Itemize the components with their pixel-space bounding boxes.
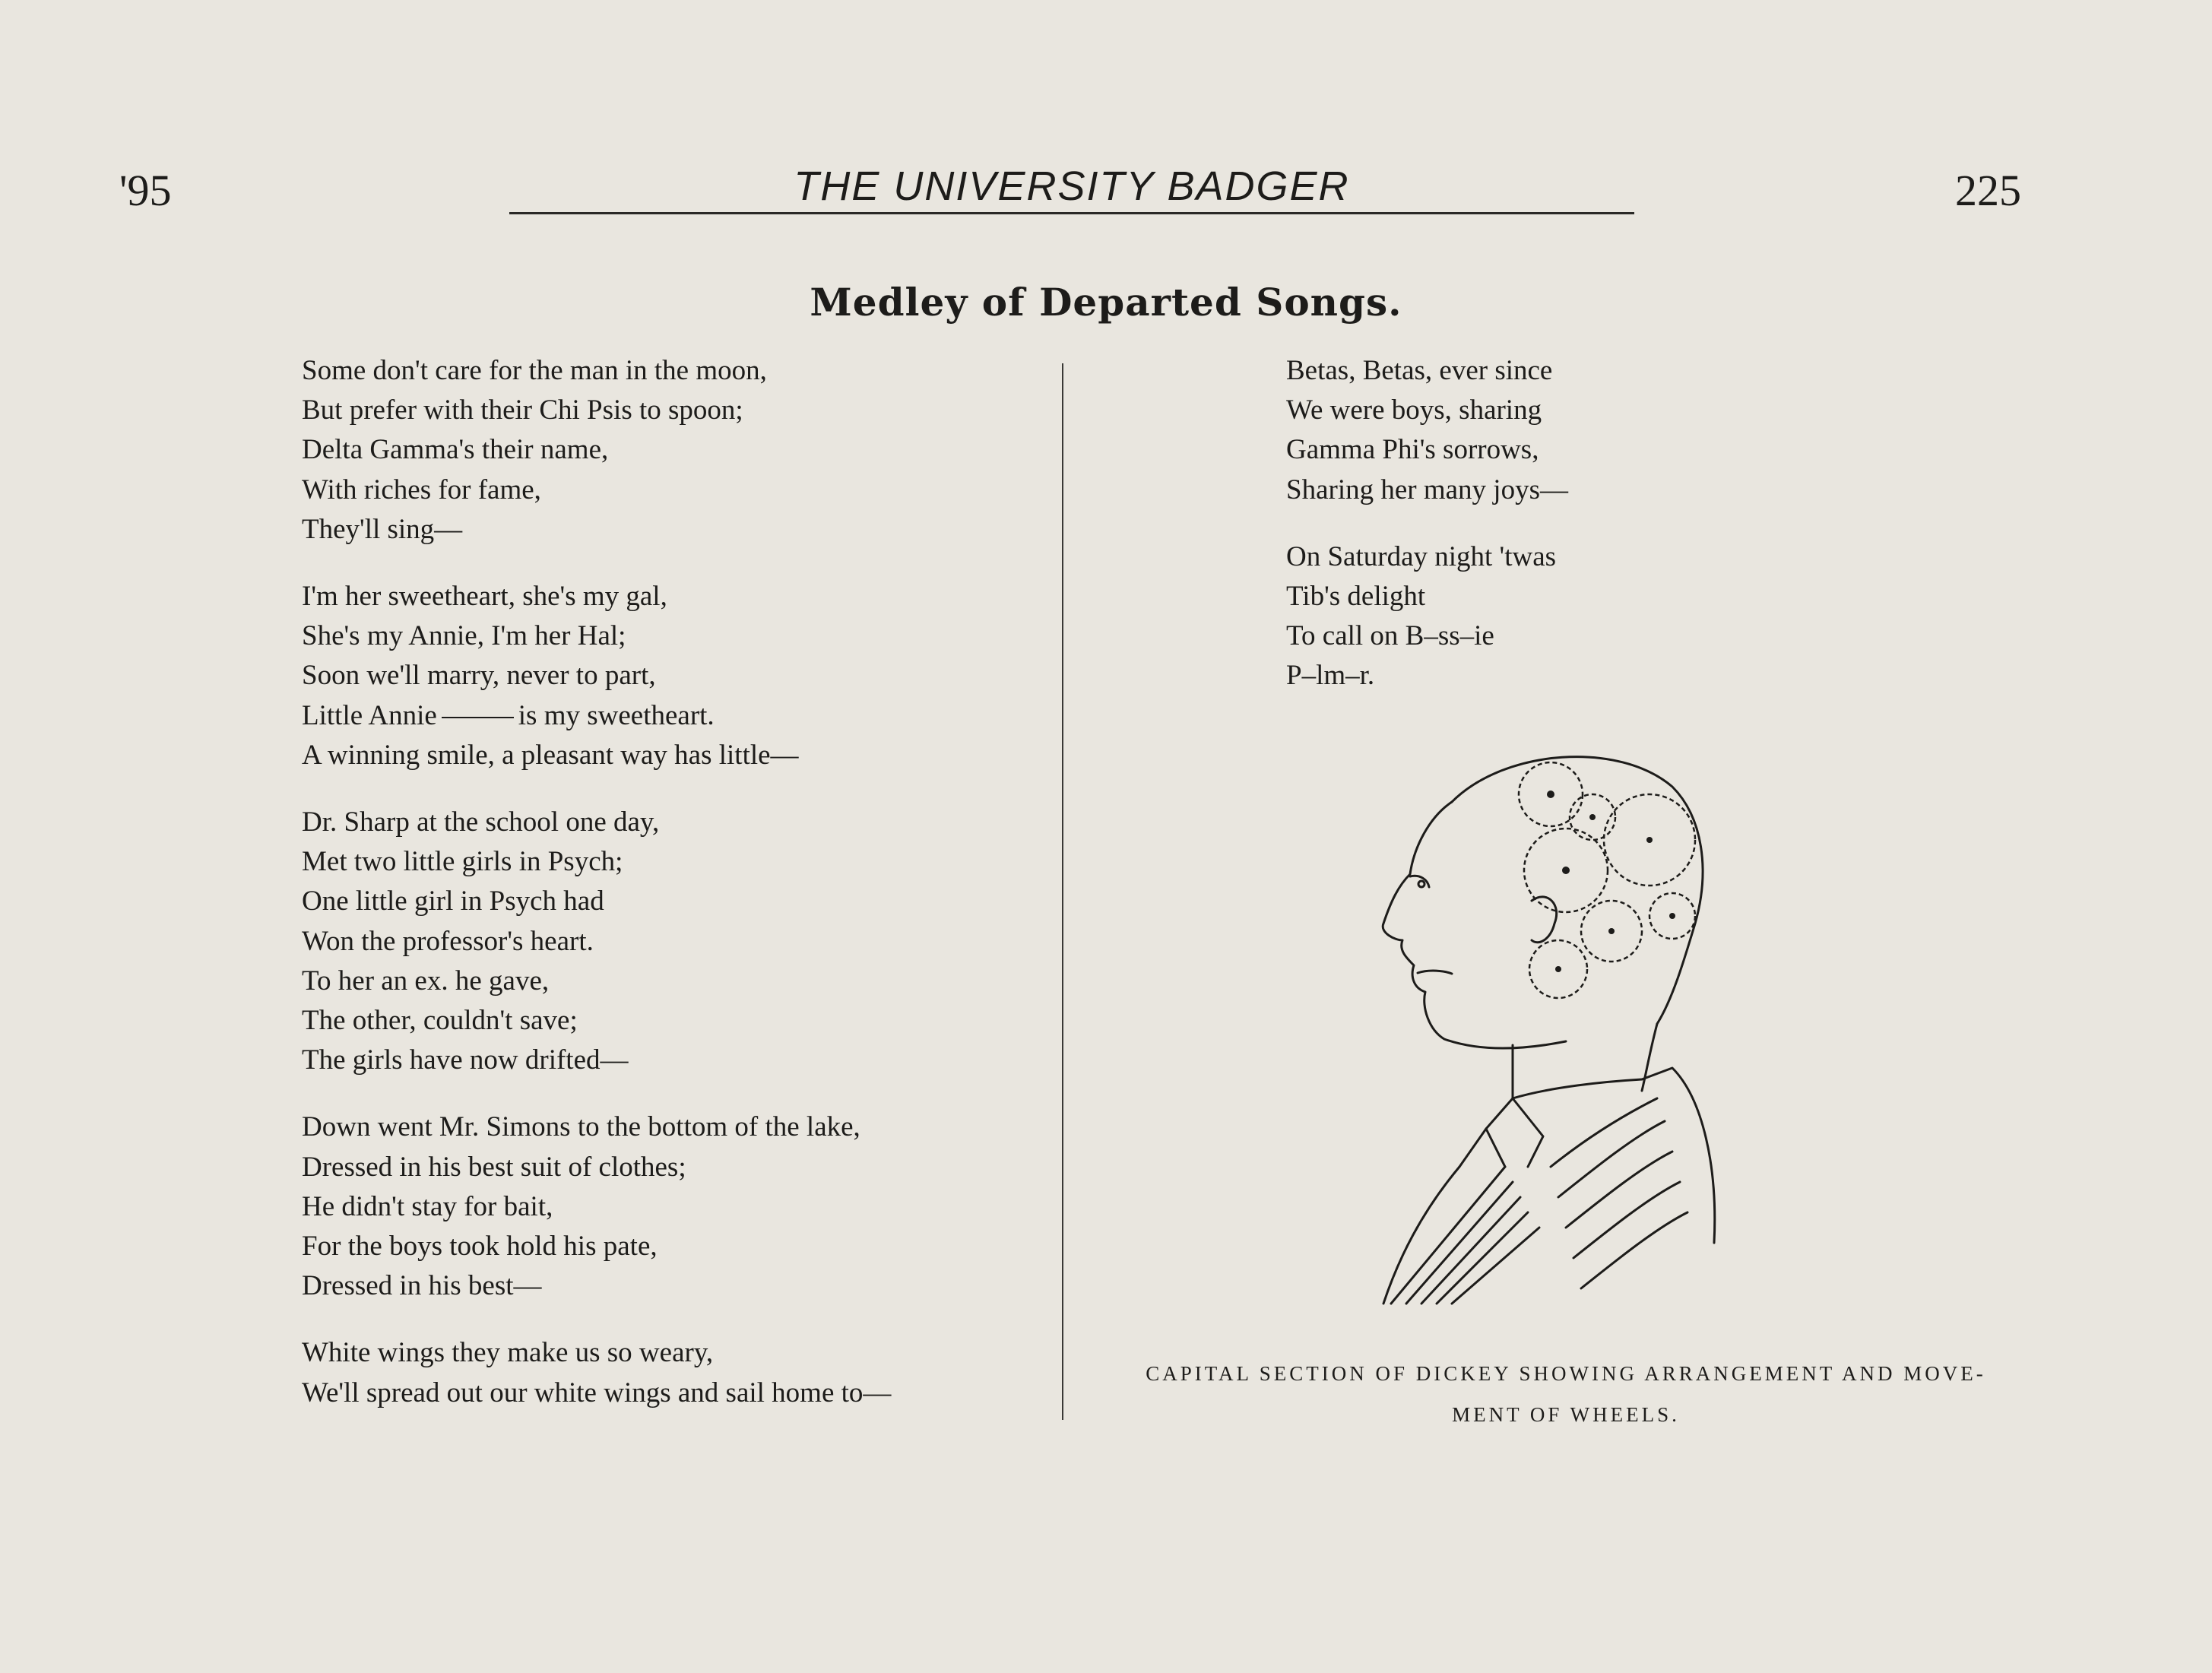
verse-line: Dressed in his best suit of clothes; (302, 1151, 686, 1183)
verse-line: Some don't care for the man in the moon, (302, 355, 767, 386)
verse-line: Sharing her many joys— (1286, 474, 1568, 505)
profile-with-gears-illustration (1338, 741, 1764, 1319)
verse-line: Dressed in his best— (302, 1270, 542, 1302)
stanza (1286, 351, 1818, 510)
stanza (302, 1333, 1062, 1412)
verse-line: To her an ex. he gave, (302, 965, 550, 997)
page-title: Medley of Departed Songs. (810, 280, 1402, 325)
verse-line: The other, couldn't save; (302, 1005, 578, 1037)
verse-line: P–lm–r. (1286, 660, 1375, 692)
running-title: THE UNIVERSITY BADGER (794, 163, 1350, 209)
verse-line: With riches for fame, (302, 474, 541, 505)
illustration-caption (1087, 1353, 2045, 1435)
verse-line: We'll spread out our white wings and sail home to— (302, 1377, 892, 1408)
stanza (302, 351, 1062, 550)
verse-line: She's my Annie, I'm her Hal; (302, 620, 626, 652)
stanza (302, 577, 1062, 775)
header-rule (509, 212, 1634, 214)
page-number: 225 (1955, 166, 2021, 215)
verse-line: For the boys took hold his pate, (302, 1231, 658, 1263)
verse-line: Gamma Phi's sorrows, (1286, 434, 1539, 466)
caption-line: CAPITAL SECTION OF DICKEY SHOWING ARRANGEMENT AND MOVE- (1146, 1362, 1986, 1385)
verse-line: Dr. Sharp at the school one day, (302, 806, 660, 838)
stanza (302, 1107, 1062, 1306)
column-divider (1062, 363, 1063, 1420)
verse-line: Tib's delight (1286, 581, 1426, 613)
verse-line: To call on B–ss–ie (1286, 620, 1494, 652)
stanza (1286, 537, 1818, 696)
caption-line: MENT OF WHEELS. (1452, 1403, 1680, 1426)
verse-line: Down went Mr. Simons to the bottom of the lake, (302, 1111, 860, 1143)
verse-line: Soon we'll marry, never to part, (302, 660, 656, 692)
name-blank (442, 717, 514, 718)
verse-line: Betas, Betas, ever since (1286, 355, 1553, 386)
year-label: '95 (119, 166, 172, 215)
verse-line: The girls have now drifted— (302, 1044, 629, 1076)
verse-fragment: is my sweetheart. (518, 699, 715, 731)
left-column (302, 351, 1062, 1440)
right-column (1286, 351, 1818, 724)
verse-line (302, 696, 1062, 736)
verse-line: Met two little girls in Psych; (302, 846, 623, 878)
verse-line: White wings they make us so weary, (302, 1337, 714, 1369)
verse-fragment: Little Annie (302, 699, 437, 731)
verse-line: A winning smile, a pleasant way has little— (302, 739, 799, 771)
verse-line: Delta Gamma's their name, (302, 434, 609, 466)
verse-line: They'll sing— (302, 513, 463, 545)
verse-line: Won the professor's heart. (302, 925, 594, 957)
verse-line: He didn't stay for bait, (302, 1190, 553, 1222)
verse-line: I'm her sweetheart, she's my gal, (302, 581, 667, 613)
verse-line: One little girl in Psych had (302, 886, 604, 917)
verse-line: On Saturday night 'twas (1286, 540, 1557, 572)
verse-line: But prefer with their Chi Psis to spoon; (302, 394, 743, 426)
verse-line: We were boys, sharing (1286, 394, 1542, 426)
stanza (302, 803, 1062, 1080)
